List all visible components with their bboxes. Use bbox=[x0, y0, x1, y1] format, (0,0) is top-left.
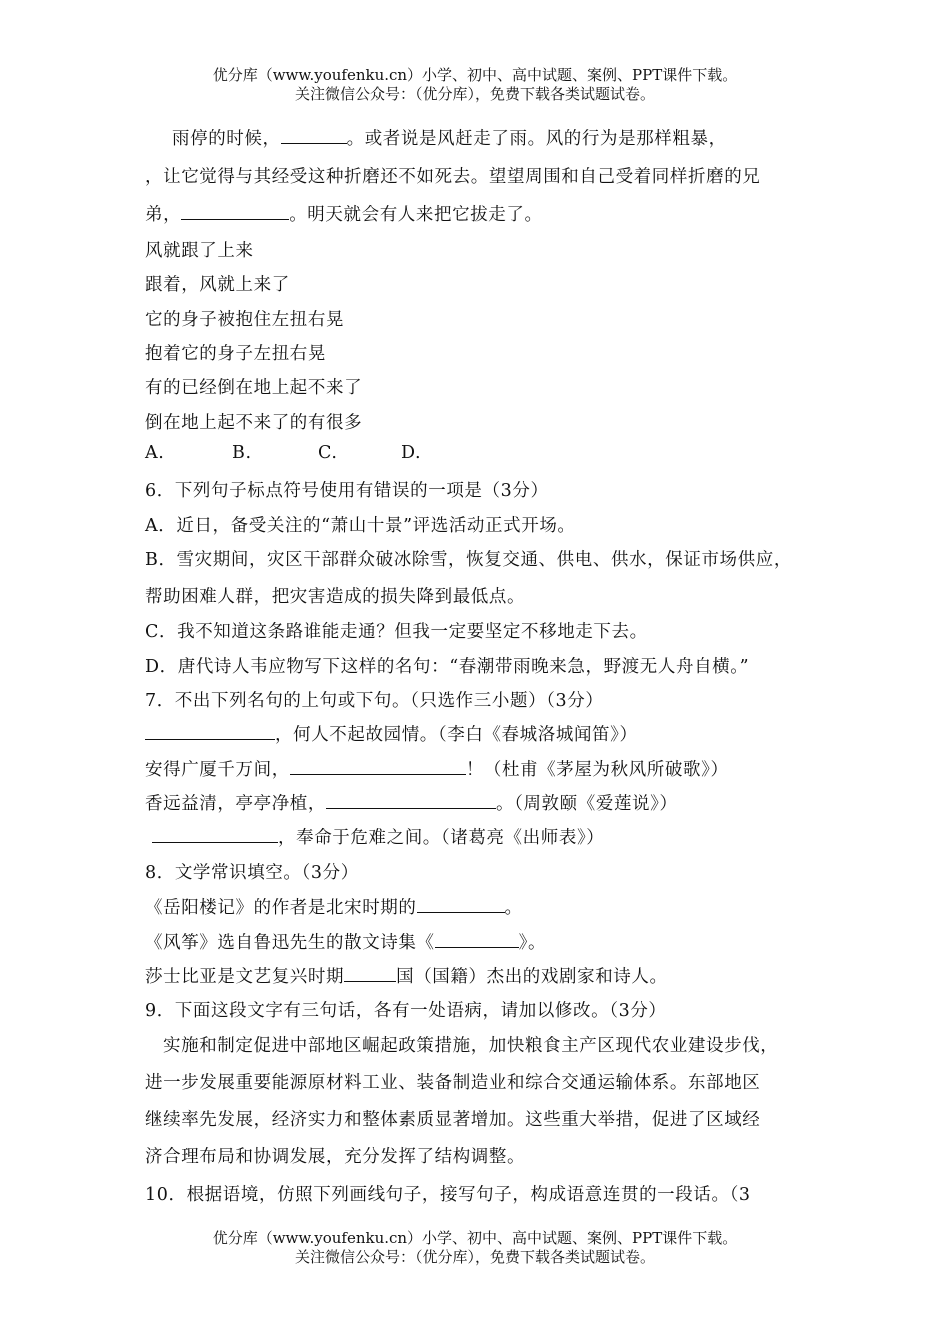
option-sentence: 跟着，风就上来了 bbox=[145, 275, 290, 295]
header-line-1: 优分库（www.youfenku.cn）小学、初中、高中试题、案例、PPT课件下载。 bbox=[212, 66, 738, 84]
question-7-stem: 7．不出下列名句的上句或下句。（只选作三小题）（3分） bbox=[145, 691, 604, 711]
choice-d: D. bbox=[401, 443, 422, 463]
choice-b: B. bbox=[232, 443, 252, 463]
answer-blank bbox=[417, 898, 505, 913]
question-6-stem: 6．下列句子标点符号使用有错误的一项是（3分） bbox=[145, 481, 549, 501]
option-sentence: 风就跟了上来 bbox=[145, 241, 254, 261]
question-text: 。 bbox=[504, 898, 523, 918]
question-8-line-3 bbox=[145, 963, 668, 988]
answer-blank bbox=[281, 129, 347, 144]
question-7-line-2 bbox=[145, 756, 729, 781]
question-8-line-1 bbox=[145, 894, 523, 919]
question-text: 》。 bbox=[518, 933, 547, 953]
answer-blank bbox=[145, 725, 275, 740]
question-9-stem: 9．下面这段文字有三句话，各有一处语病，请加以修改。（3分） bbox=[145, 1001, 667, 1021]
choice-a: A. bbox=[145, 443, 165, 463]
question-text: ，奉命于危难之间。（诸葛亮《出师表》） bbox=[278, 828, 605, 848]
answer-blank bbox=[435, 933, 519, 948]
answer-blank bbox=[326, 794, 496, 809]
footer-line-1: 优分库（www.youfenku.cn）小学、初中、高中试题、案例、PPT课件下载。 bbox=[212, 1229, 738, 1247]
answer-blank bbox=[344, 967, 396, 982]
option-sentence: 它的身子被抱住左扭右晃 bbox=[145, 310, 345, 330]
question-7-line-4 bbox=[152, 824, 604, 849]
question-text: 香远益清，亭亭净植， bbox=[145, 794, 326, 814]
question-9-para-3: 继续率先发展，经济实力和整体素质显著增加。这些重大举措，促进了区域经 bbox=[145, 1110, 761, 1130]
question-text: 莎士比亚是文艺复兴时期 bbox=[145, 967, 345, 987]
answer-blank bbox=[152, 828, 278, 843]
page-footer bbox=[0, 1229, 950, 1267]
question-8-stem: 8．文学常识填空。（3分） bbox=[145, 863, 359, 883]
question-9-para-2: 进一步发展重要能源原材料工业、装备制造业和综合交通运输体系。东部地区 bbox=[145, 1073, 761, 1093]
question-6-option-b-cont: 帮助困难人群，把灾害造成的损失降到最低点。 bbox=[145, 587, 526, 607]
passage-text: 。明天就会有人来把它拔走了。 bbox=[289, 205, 543, 225]
passage-text: 雨停的时候， bbox=[172, 129, 281, 149]
option-sentence: 有的已经倒在地上起不来了 bbox=[145, 378, 363, 398]
header-line-2: 关注微信公众号：（优分库），免费下载各类试题试卷。 bbox=[294, 85, 655, 103]
question-6-option-a: A．近日，备受关注的“萧山十景”评选活动正式开场。 bbox=[145, 516, 576, 536]
question-7-line-3 bbox=[145, 790, 678, 815]
choice-c: C. bbox=[318, 443, 338, 463]
question-10-stem: 10．根据语境，仿照下列画线句子，接写句子，构成语意连贯的一段话。（3 bbox=[145, 1185, 751, 1205]
answer-blank bbox=[290, 760, 466, 775]
question-text: 《风筝》选自鲁迅先生的散文诗集《 bbox=[145, 933, 435, 953]
question-text: ，何人不起故园情。（李白《春城洛城闻笛》） bbox=[275, 725, 638, 745]
question-8-line-2 bbox=[145, 929, 546, 954]
question-text: 国（国籍）杰出的戏剧家和诗人。 bbox=[396, 967, 668, 987]
passage-text: 。或者说是风赶走了雨。风的行为是那样粗暴， bbox=[346, 129, 727, 149]
question-7-line-1 bbox=[145, 721, 638, 746]
passage-line-2: ，让它觉得与其经受这种折磨还不如死去。望望周围和自己受着同样折磨的兄 bbox=[145, 167, 761, 187]
option-sentence: 倒在地上起不来了的有很多 bbox=[145, 413, 363, 433]
page-header bbox=[0, 66, 950, 104]
question-6-option-c: C．我不知道这条路谁能走通？但我一定要坚定不移地走下去。 bbox=[145, 622, 648, 642]
passage-line-3 bbox=[145, 201, 543, 226]
question-9-para-1: 实施和制定促进中部地区崛起政策措施，加快粮食主产区现代农业建设步伐， bbox=[163, 1036, 779, 1056]
question-6-option-d: D．唐代诗人韦应物写下这样的名句：“春潮带雨晚来急，野渡无人舟自横。” bbox=[145, 657, 750, 677]
option-sentence: 抱着它的身子左扭右晃 bbox=[145, 344, 326, 364]
question-text: 《岳阳楼记》的作者是北宋时期的 bbox=[145, 898, 417, 918]
question-text: 安得广厦千万间， bbox=[145, 760, 290, 780]
passage-line-1 bbox=[172, 125, 727, 150]
question-9-para-4: 济合理布局和协调发展，充分发挥了结构调整。 bbox=[145, 1147, 526, 1167]
question-text: ！（杜甫《茅屋为秋风所破歌》） bbox=[465, 760, 729, 780]
footer-line-2: 关注微信公众号：（优分库），免费下载各类试题试卷。 bbox=[294, 1248, 655, 1266]
question-text: 。（周敦颐《爱莲说》） bbox=[496, 794, 678, 814]
answer-blank bbox=[181, 205, 289, 220]
question-6-option-b: B．雪灾期间，灾区干部群众破冰除雪，恢复交通、供电、供水，保证市场供应， bbox=[145, 550, 792, 570]
passage-text: 弟， bbox=[145, 205, 182, 225]
